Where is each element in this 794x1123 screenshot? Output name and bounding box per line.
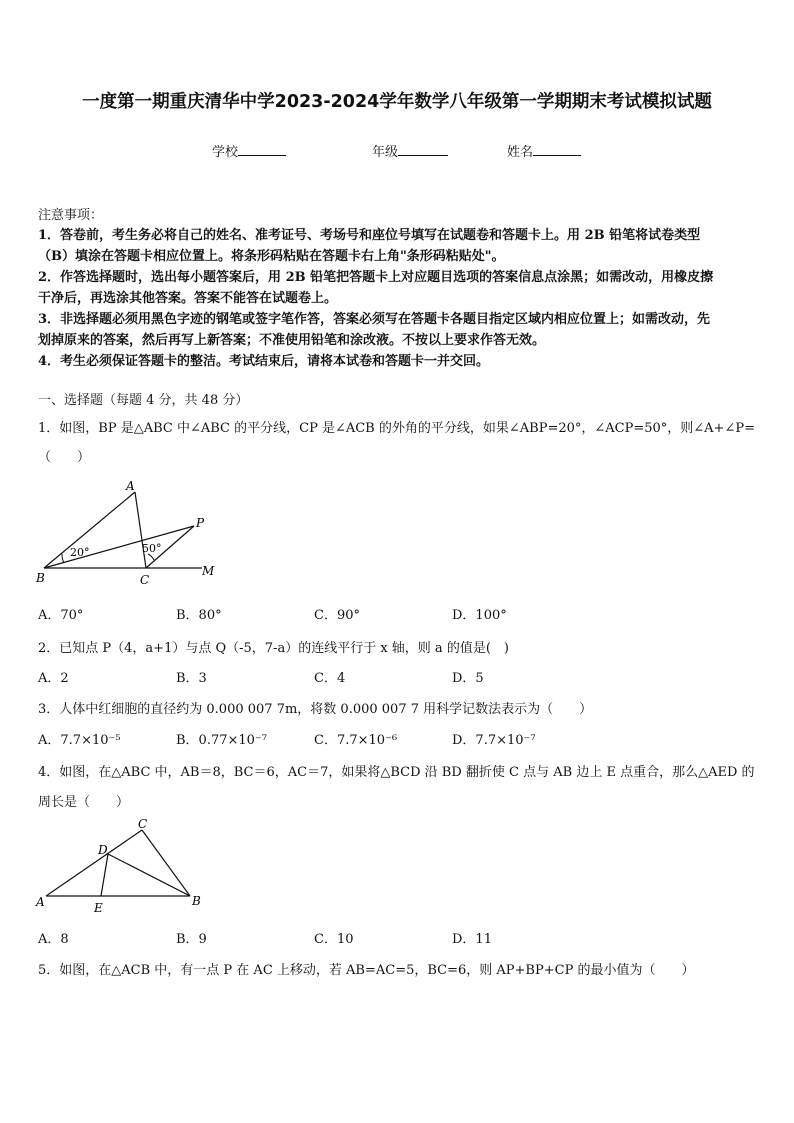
name-blank [533,143,581,156]
q5-text: 5．如图，在△ACB 中，有一点 P 在 AC 上移动，若 AB=AC=5，BC=6，则 AP+BP+CP 的最小值为（ ） [38,963,695,978]
note-2a: 2．作答选择题时，选出每小题答案后，用 2B 铅笔把答题卡上对应题目选项的答案信息点涂黑；如需改动，用橡皮擦 [38,270,714,285]
q1-label-c: C [140,573,150,587]
q1-option-b[interactable]: B．80° [176,608,222,623]
q4-option-a[interactable]: A．8 [38,932,69,947]
note-3a: 3．非选择题必须用黑色字迹的钢笔或签字笔作答，答案必须写在答题卡各题目指定区域内相应位置上；如需改动，先 [38,312,711,327]
q1-angle-50: 50° [142,542,162,555]
name-label: 姓名 [507,145,534,160]
grade-blank [398,143,448,156]
q1-angle-20: 20° [70,546,90,559]
grade-label: 年级 [372,145,399,160]
q4-text-cont: 周长是（ ） [38,795,130,810]
q4-option-c[interactable]: C．10 [314,932,354,947]
q1-label-m: M [202,564,215,578]
note-3b: 划掉原来的答案，然后再写上新答案；不准使用铅笔和涂改液。不按以上要求作答无效。 [38,333,546,348]
q1-label-a: A [126,479,135,493]
q4-label-d: D [98,843,108,857]
q3-option-c[interactable]: C．7.7×10⁻⁶ [314,733,398,748]
grade-field [372,141,448,160]
q4-option-b[interactable]: B．9 [176,932,207,947]
q3-option-d[interactable]: D．7.7×10⁻⁷ [452,733,536,748]
q3-option-b[interactable]: B．0.77×10⁻⁷ [176,733,268,748]
q4-label-b: B [192,894,201,908]
note-1a: 1．答卷前，考生务必将自己的姓名、准考证号、考场号和座位号填写在试题卷和答题卡上。用 2B 铅笔将试卷类型 [38,228,701,243]
q1-figure [34,476,224,588]
note-2b: 干净后，再选涂其他答案。答案不能答在试题卷上。 [38,291,338,306]
exam-title: 一度第一期重庆清华中学2023-2024学年数学八年级第一学期期末考试模拟试题 [82,92,712,112]
section-heading: 一、选择题（每题 4 分，共 48 分） [38,393,249,408]
q4-option-d[interactable]: D．11 [452,932,492,947]
notes-heading: 注意事项： [38,208,104,223]
q4-figure [34,814,214,916]
q2-option-c[interactable]: C．4 [314,671,346,686]
q4-label-c: C [138,817,148,831]
note-1b: （B）填涂在答题卡相应位置上。将条形码粘贴在答题卡右上角"条形码粘贴处"。 [38,249,505,264]
q3-text: 3．人体中红细胞的直径约为 0.000 007 7m，将数 0.000 007 7 用科学记数法表示为（ ） [38,702,593,717]
note-4: 4．考生必须保证答题卡的整洁。考试结束后，请将本试卷和答题卡一并交回。 [38,354,490,369]
q4-label-e: E [94,901,103,915]
school-blank [238,143,286,156]
school-label: 学校 [212,145,239,160]
q1-option-d[interactable]: D．100° [452,608,507,623]
q4-text: 4．如图，在△ABC 中，AB＝8，BC＝6，AC＝7，如果将△BCD 沿 BD 翻折使 C 点与 AB 边上 E 点重合，那么△AED 的 [38,765,755,780]
q2-text: 2．已知点 P（4，a+1）与点 Q（-5，7-a）的连线平行于 x 轴，则 a 的值是( ) [38,641,509,656]
q2-option-b[interactable]: B．3 [176,671,207,686]
q1-option-c[interactable]: C．90° [314,608,360,623]
q2-option-a[interactable]: A．2 [38,671,69,686]
name-field [507,141,581,160]
q3-option-a[interactable]: A．7.7×10⁻⁵ [38,733,121,748]
school-field [212,141,286,160]
q1-label-b: B [36,571,45,585]
q4-label-a: A [36,895,45,909]
q1-label-p: P [196,516,205,530]
q2-option-d[interactable]: D．5 [452,671,484,686]
q1-text: 1．如图，BP 是△ABC 中∠ABC 的平分线，CP 是∠ACB 的外角的平分线，如果∠ABP=20°，∠ACP=50°，则∠A+∠P= [38,421,755,436]
q1-paren: （ ） [38,450,91,465]
q1-option-a[interactable]: A．70° [38,608,84,623]
